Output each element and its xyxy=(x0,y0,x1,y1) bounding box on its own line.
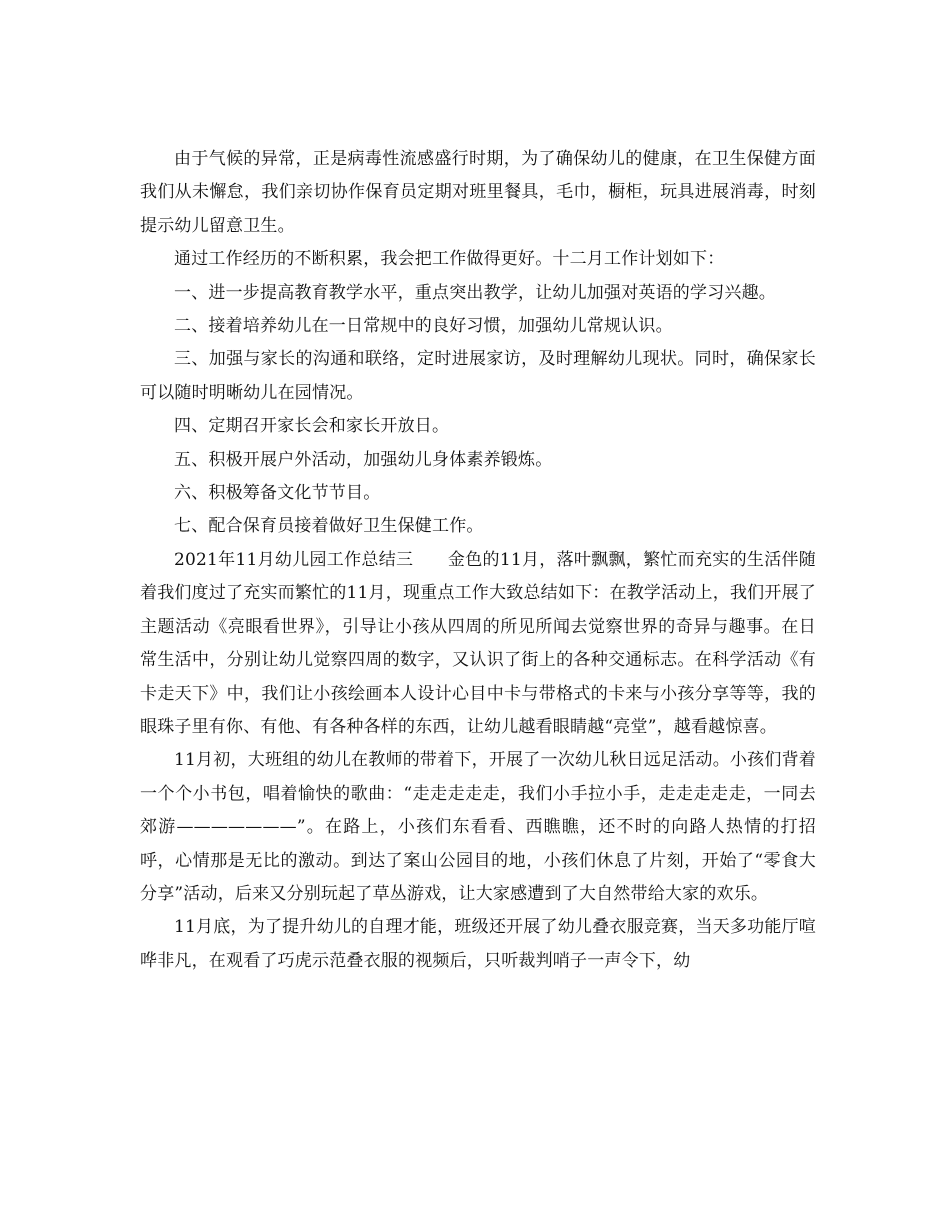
document-body xyxy=(140,143,816,978)
paragraph-plan-intro: 通过工作经历的不断积累，我会把工作做得更好。十二月工作计划如下： xyxy=(174,249,725,270)
paragraph-early-november: 11月初，大班组的幼儿在教师的带着下，开展了一次幼儿秋日远足活动。小孩们背着一个个小书包，唱着愉快的歌曲：“走走走走走，我们小手拉小手，走走走走走，一同去郊游———————”。在路上，小孩们东看看、西瞧瞧，还不时的向路人热情的打招呼，心情那是无比的激动。到达了案山公园目的地，小孩们休息了片刻，开始了“零食大分享”活动，后来又分别玩起了草丛游戏，让大家感遭到了大自然带给大家的欢乐。 xyxy=(140,750,816,904)
paragraph-plan-item-7: 七、配合保育员接着做好卫生保健工作。 xyxy=(174,516,484,537)
paragraph-plan-item-2: 二、接着培养幼儿在一日常规中的良好习惯，加强幼儿常规认识。 xyxy=(174,316,673,337)
paragraph-plan-item-5: 五、积极开展户外活动，加强幼儿身体素养锻炼。 xyxy=(174,449,553,470)
paragraph-late-november: 11月底，为了提升幼儿的自理才能，班级还开展了幼儿叠衣服竞赛，当天多功能厅喧哗非凡，在观看了巧虎示范叠衣服的视频后，只听裁判哨子一声令下，幼 xyxy=(140,917,816,971)
paragraph-hygiene: 由于气候的异常，正是病毒性流感盛行时期，为了确保幼儿的健康，在卫生保健方面我们从未懈怠，我们亲切协作保育员定期对班里餐具，毛巾，橱柜，玩具进展消毒，时刻提示幼儿留意卫生。 xyxy=(140,149,816,236)
paragraph-plan-item-4: 四、定期召开家长会和家长开放日。 xyxy=(174,416,450,437)
paragraph-summary-three: 2021年11月幼儿园工作总结三 金色的11月，落叶飘飘，繁忙而充实的生活伴随着我们度过了充实而繁忙的11月，现重点工作大致总结如下：在教学活动上，我们开展了主题活动《亮眼看世界》，引导让小孩从四周的所见所闻去觉察世界的奇异与趣事。在日常生活中，分别让幼儿觉察四周的数字，又认识了街上的各种交通标志。在科学活动《有卡走天下》中，我们让小孩绘画本人设计心目中卡与带格式的卡来与小孩分享等等，我的眼珠子里有你、有他、有各种各样的东西，让幼儿越看眼睛越“亮堂”，越看越惊喜。 xyxy=(140,549,816,737)
paragraph-plan-item-1: 一、进一步提高教育教学水平，重点突出教学，让幼儿加强对英语的学习兴趣。 xyxy=(174,282,776,303)
paragraph-plan-item-3: 三、加强与家长的沟通和联络，定时进展家访，及时理解幼儿现状。同时，确保家长可以随时明晰幼儿在园情况。 xyxy=(140,349,816,403)
paragraph-plan-item-6: 六、积极筹备文化节节目。 xyxy=(174,483,381,504)
